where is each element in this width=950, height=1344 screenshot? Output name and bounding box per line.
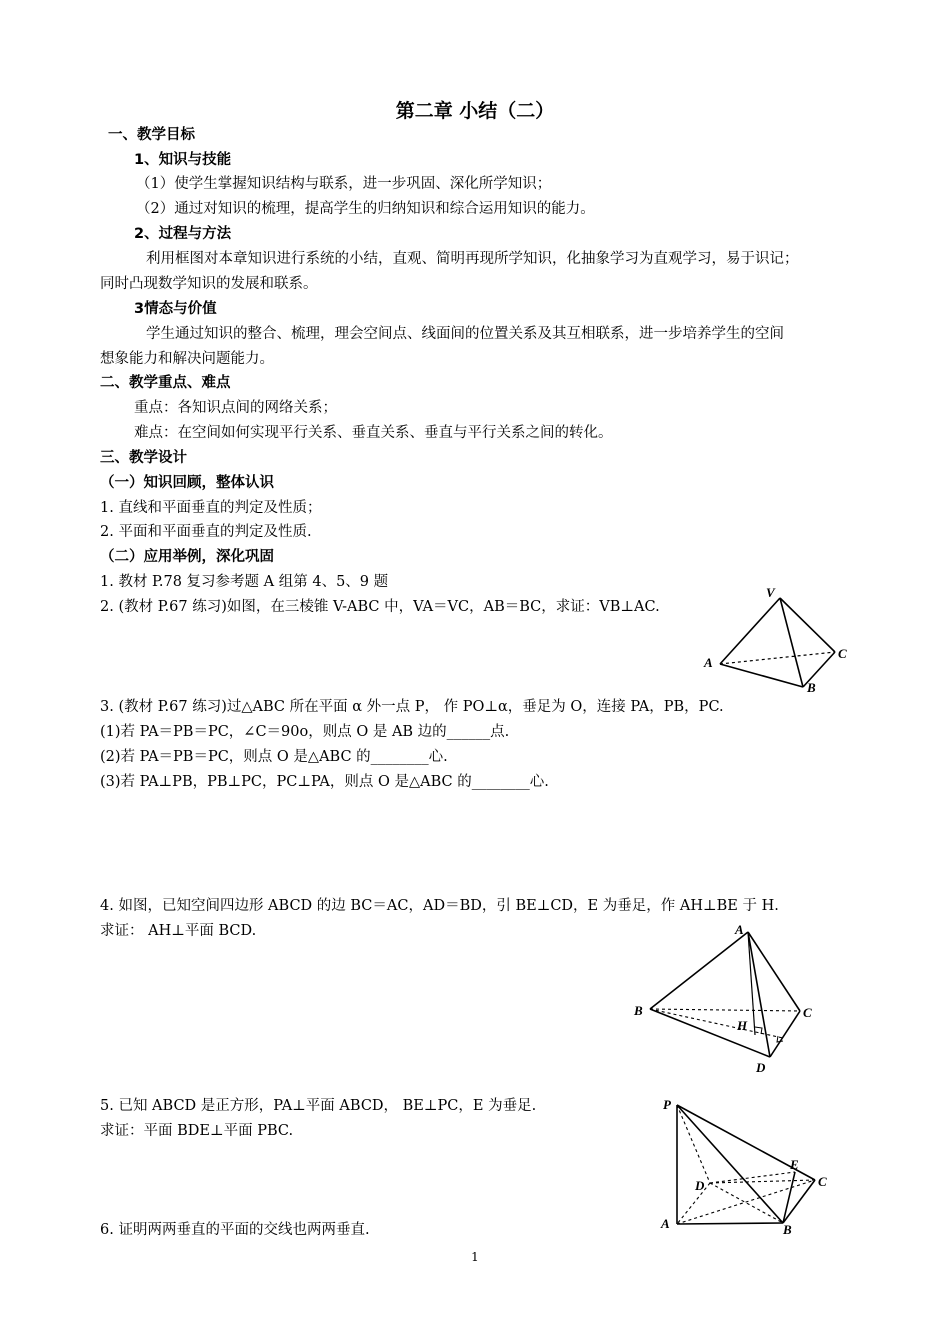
text-line: （2）通过对知识的梳理，提高学生的归纳知识和综合运用知识的能力。: [136, 201, 595, 217]
text-line: 学生通过知识的整合、梳理，理会空间点、线面间的位置关系及其互相联系，进一步培养学生的空间: [146, 326, 784, 342]
text-line: 2. 平面和平面垂直的判定及性质.: [100, 524, 312, 540]
vertex-label: A: [735, 922, 744, 937]
subheading-attitude-values: 3情态与价值: [134, 301, 217, 317]
text-line: 1. 直线和平面垂直的判定及性质；: [100, 500, 322, 516]
vertex-label: B: [634, 1003, 643, 1018]
vertex-label: B: [807, 680, 816, 695]
exercise-item: 1. 教材 P.78 复习参考题 A 组第 4、5、9 题: [100, 574, 389, 590]
exercise-subitem: (1)若 PA＝PB＝PC，∠C＝90o，则点 O 是 AB 边的______点.: [100, 724, 510, 740]
vertex-label: C: [838, 646, 847, 661]
vertex-label: B: [783, 1222, 792, 1237]
vertex-label: A: [661, 1216, 670, 1231]
vertex-label: E: [790, 1157, 799, 1172]
exercise-subitem: (3)若 PA⊥PB，PB⊥PC，PC⊥PA，则点 O 是△ABC 的________心.: [100, 774, 549, 790]
subheading-knowledge-skills: 1、知识与技能: [134, 152, 232, 168]
vertex-label: A: [704, 655, 713, 670]
exercise-item: 4. 如图，已知空间四边形 ABCD 的边 BC＝AC，AD＝BD，引 BE⊥CD，E 为垂足，作 AH⊥BE 于 H.: [100, 898, 779, 914]
vertex-label: V: [766, 585, 775, 600]
vertex-label: H: [737, 1018, 748, 1033]
page-title: 第二章 小结（二）: [395, 100, 555, 122]
subheading-process-method: 2、过程与方法: [134, 226, 232, 242]
exercise-item: 3. (教材 P.67 练习)过△ABC 所在平面 α 外一点 P， 作 PO⊥α，垂足为 O，连接 PA，PB，PC.: [100, 699, 724, 715]
vertex-label: P: [663, 1097, 671, 1112]
vertex-label: C: [818, 1174, 827, 1189]
text-line: 难点：在空间如何实现平行关系、垂直关系、垂直与平行关系之间的转化。: [134, 425, 613, 441]
text-line: 想象能力和解决问题能力。: [100, 351, 274, 367]
text-line: （1）使学生掌握知识结构与联系，进一步巩固、深化所学知识；: [136, 176, 552, 192]
subheading-review: （一）知识回顾，整体认识: [100, 475, 274, 491]
exercise-item: 求证： AH⊥平面 BCD.: [100, 923, 257, 939]
exercise-item: 5. 已知 ABCD 是正方形，PA⊥平面 ABCD， BE⊥PC，E 为垂足.: [100, 1098, 537, 1114]
exercise-item: 2. (教材 P.67 练习)如图，在三棱锥 V-ABC 中，VA＝VC，AB＝BC，求证：VB⊥AC.: [100, 599, 660, 615]
exercise-item: 6. 证明两两垂直的平面的交线也两两垂直.: [100, 1222, 370, 1238]
vertex-label: C: [803, 1005, 812, 1020]
section-heading-objectives: 一、教学目标: [108, 127, 195, 143]
exercise-subitem: (2)若 PA＝PB＝PC，则点 O 是△ABC 的________心.: [100, 749, 448, 765]
text-line: 重点：各知识点间的网络关系；: [134, 400, 337, 416]
page-number: 1: [471, 1250, 479, 1264]
section-heading-design: 三、教学设计: [100, 450, 187, 466]
vertex-label: D: [695, 1178, 705, 1193]
section-heading-key-points: 二、教学重点、难点: [100, 375, 231, 391]
vertex-label: D: [756, 1060, 766, 1075]
text-line: 同时凸现数学知识的发展和联系。: [100, 276, 318, 292]
subheading-examples: （二）应用举例，深化巩固: [100, 549, 274, 565]
exercise-item: 求证：平面 BDE⊥平面 PBC.: [100, 1123, 294, 1139]
text-line: 利用框图对本章知识进行系统的小结，直观、简明再现所学知识，化抽象学习为直观学习，易于识记；: [146, 251, 799, 267]
